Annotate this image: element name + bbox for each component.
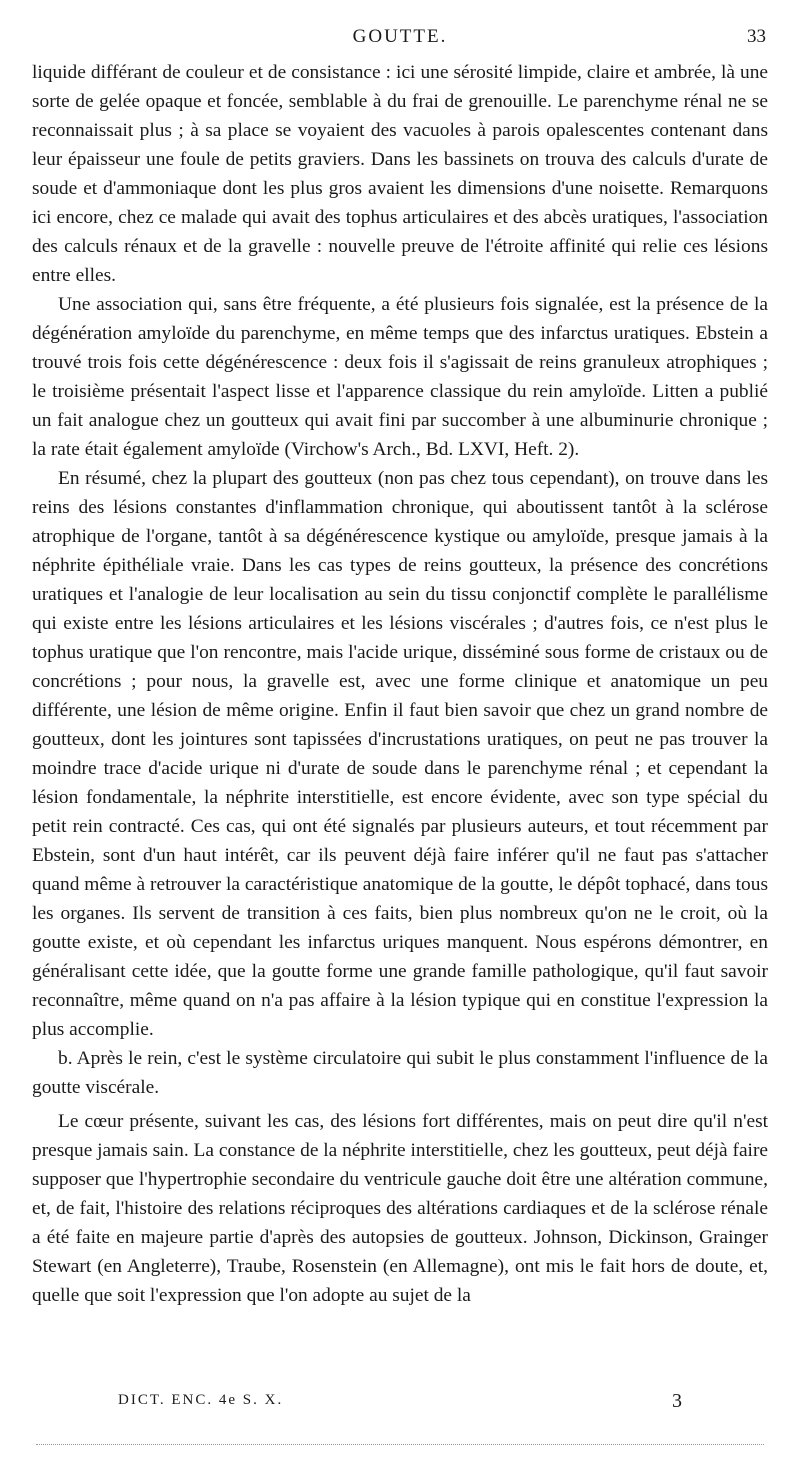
printer-signature: DICT. ENC. 4e S. X.: [118, 1392, 284, 1408]
page-number: 33: [747, 26, 766, 47]
body-text: [32, 58, 768, 1310]
paragraph: liquide différant de couleur et de consistance : ici une sérosité limpide, claire et ambrée, là une sorte de gelée opaque et foncée, semblable à du frai de grenouille. Le parenchyme rénal ne se reconnaissait plus ; à sa place se voyaient des vacuoles à parois opalescentes contenant dans leur épaisseur une foule de petits graviers. Dans les bassinets on trouva des calculs d'urate de soude et d'ammoniaque dont les plus gros avaient les dimensions d'une noisette. Remarquons ici encore, chez ce malade qui avait des tophus articulaires et des abcès uratiques, l'association des calculs rénaux et de la gravelle : nouvelle preuve de l'étroite affinité qui relie ces lésions entre elles.: [32, 62, 768, 286]
paragraph: Le cœur présente, suivant les cas, des lésions fort différentes, mais on peut dire qu'il n'est presque jamais sain. La constance de la néphrite interstitielle, chez les goutteux, peut déjà faire supposer que l'hypertrophie secondaire du ventricule gauche doit être une altération commune, et, de fait, l'histoire des relations réciproques des altérations cardiaques et de la sclérose rénale a été faite en majeure partie d'après des autopsies de goutteux. Johnson, Dickinson, Grainger Stewart (en Angleterre), Traube, Rosenstein (en Allemagne), ont mis le fait hors de doute, et, quelle que soit l'expression que l'on adopte au sujet de la: [32, 1111, 769, 1306]
document-page: [32, 24, 768, 1310]
bottom-dotted-rule: [36, 1444, 764, 1445]
page-footer: [32, 1392, 768, 1420]
signature-number: 3: [672, 1390, 682, 1412]
page-header: [32, 24, 768, 58]
running-head: GOUTTE.: [352, 26, 448, 47]
paragraph: En résumé, chez la plupart des goutteux (non pas chez tous cependant), on trouve dans les reins des lésions constantes d'inflammation chronique, qui aboutissent tantôt à la sclérose atrophique de l'organe, tantôt à sa dégénérescence kystique ou amyloïde, presque jamais à la néphrite épithéliale vraie. Dans les cas types de reins goutteux, la présence des concrétions uratiques et l'analogie de leur localisation au sein du tissu conjonctif complète le parallélisme qui existe entre les lésions articulaires et les lésions viscérales ; d'autres fois, ce n'est plus le tophus uratique que l'on rencontre, mais l'acide urique, disséminé sous forme de cristaux ou de concrétions ; pour nous, la gravelle est, avec une forme clinique et anatomique un peu différente, une lésion de même origine. Enfin il faut bien savoir que chez un grand nombre de goutteux, dont les jointures sont tapissées d'incrustations uratiques, on peut ne pas trouver la moindre trace d'acide urique ni d'urate de soude dans le parenchyme rénal ; et cependant la lésion fondamentale, la néphrite interstitielle, est encore évidente, avec son type spécial du petit rein contracté. Ces cas, qui ont été signalés par plusieurs auteurs, et tout récemment par Ebstein, sont d'un haut intérêt, car ils peuvent déjà faire inférer qu'il ne faut pas s'attacher quand même à retrouver la caractéristique anatomique de la goutte, le dépôt tophacé, dans tous les organes. Ils servent de transition à ces faits, bien plus nombreux qu'on ne le croit, où la goutte existe, et où cependant les infarctus uriques manquent. Nous espérons démontrer, en généralisant cette idée, que la goutte forme une grande famille pathologique, qu'il faut savoir reconnaître, même quand on n'a pas affaire à la lésion typique qui en constitue l'expression la plus accomplie.: [32, 468, 768, 1040]
paragraph: b. Après le rein, c'est le système circulatoire qui subit le plus constamment l'influence de la goutte viscérale.: [32, 1048, 768, 1098]
paragraph: Une association qui, sans être fréquente, a été plusieurs fois signalée, est la présence de la dégénération amyloïde du parenchyme, en même temps que des infarctus uratiques. Ebstein a trouvé trois fois cette dégénérescence : deux fois il s'agissait de reins granuleux atrophiques ; le troisième présentait l'aspect lisse et l'apparence classique du rein amyloïde. Litten a publié un fait analogue chez un goutteux qui avait fini par succomber à une albuminurie chronique ; la rate était également amyloïde (Virchow's Arch., Bd. LXVI, Heft. 2).: [32, 294, 768, 460]
